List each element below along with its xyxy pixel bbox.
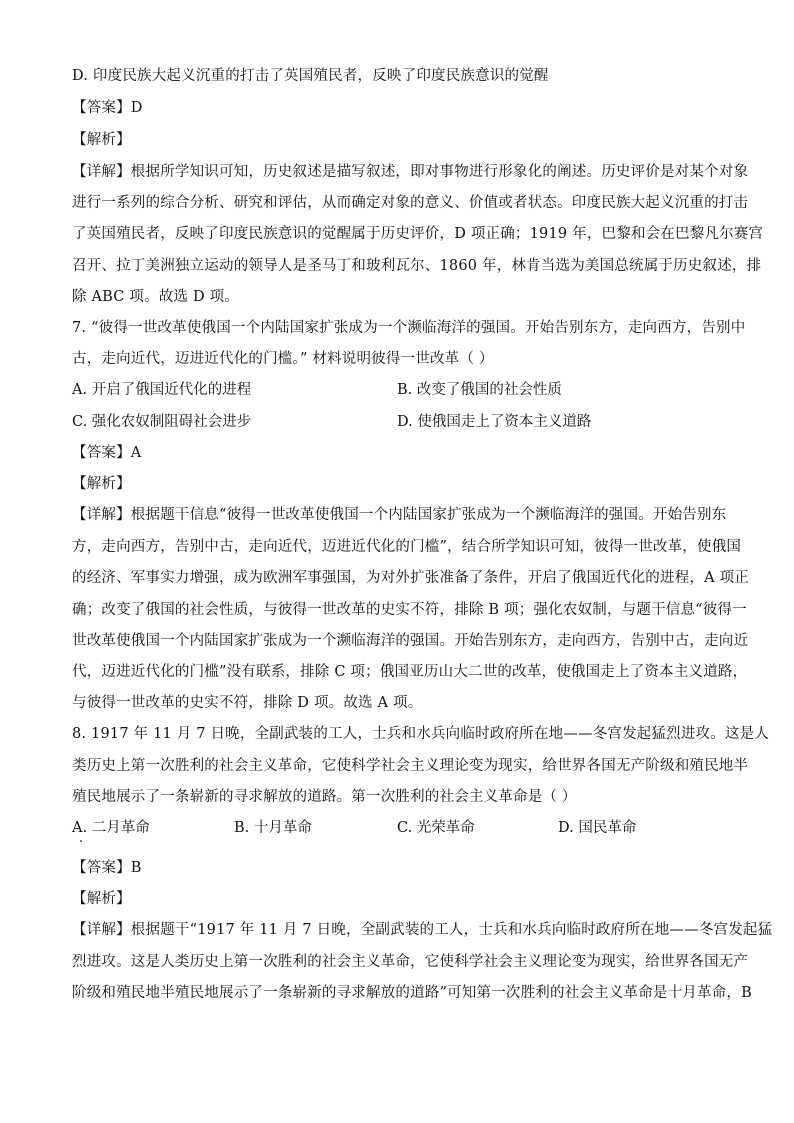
q7-detail-line: 方，走向西方，告别中古，走向近代，迈进近代化的门槛”，结合所学知识可知，彼得一世改革，使俄国 — [72, 539, 742, 555]
q6-detail-line: 除 ABC 项。故选 D 项。 — [72, 289, 240, 305]
q7-detail-line: 确；改变了俄国的社会性质，与彼得一世改革的史实不符，排除 B 项；强化农奴制，与题干信息“彼得一 — [72, 602, 747, 618]
q7-analysis-heading: 【解析】 — [72, 476, 131, 492]
q8-option-a: A. 二月革命 — [72, 820, 150, 836]
q8-stem-line: 类历史上第一次胜利的社会主义革命，它使科学社会主义理论变为现实，给世界各国无产阶级和殖民地半 — [72, 758, 749, 774]
q8-detail-line: 阶级和殖民地半殖民地展示了一条崭新的寻求解放的道路”可知第一次胜利的社会主义革命是十月革命，B — [72, 985, 752, 1001]
q7-detail-line: 的经济、军事实力增强，成为欧洲军事强国，为对外扩张准备了条件，开启了俄国近代化的进程，A 项正 — [72, 570, 749, 586]
q7-stem-line: 古，走向近代，迈进近代化的门槛。” 材料说明彼得一世改革（ ） — [72, 351, 494, 367]
q7-stem-line: 7. “彼得一世改革使俄国一个内陆国家扩张成为一个濒临海洋的强国。开始告别东方，走向西方，告别中 — [72, 320, 746, 336]
q8-stem-line: 殖民地展示了一条崭新的寻求解放的道路。第一次胜利的社会主义革命是（ ） — [72, 789, 577, 805]
q6-option-d: D. 印度民族大起义沉重的打击了英国殖民者，反映了印度民族意识的觉醒 — [72, 68, 549, 84]
q6-detail-line: 进行一系列的综合分析、研究和评估，从而确定对象的意义、价值或者状态。印度民族大起义沉重的打击 — [72, 195, 749, 211]
q8-option-c: C. 光荣革命 — [397, 820, 475, 836]
q7-detail-line: 代，迈进近代化的门槛”没有联系，排除 C 项；俄国亚历山大二世的改革，使俄国走上了资本主义道路， — [72, 664, 748, 680]
stray-dot — [80, 840, 82, 842]
q8-stem-line: 8. 1917 年 11 月 7 日晚，全副武装的工人，士兵和水兵向临时政府所在地——冬宫发起猛烈进攻。这是人 — [72, 726, 770, 742]
q7-answer: 【答案】A — [72, 445, 142, 461]
q7-option-d: D. 使俄国走上了资本主义道路 — [397, 414, 592, 430]
q8-answer: 【答案】B — [72, 860, 142, 876]
q7-detail-line: 【详解】根据题干信息“彼得一世改革使俄国一个内陆国家扩张成为一个濒临海洋的强国。开始告别东 — [72, 507, 727, 523]
q8-detail-line: 【详解】根据题干“1917 年 11 月 7 日晚，全副武装的工人，士兵和水兵向临时政府所在地——冬宫发起猛 — [72, 922, 773, 938]
q7-option-a: A. 开启了俄国近代化的进程 — [72, 382, 252, 398]
q7-detail-line: 与彼得一世改革的史实不符，排除 D 项。故选 A 项。 — [72, 695, 423, 711]
q8-option-d: D. 国民革命 — [558, 820, 637, 836]
q8-detail-line: 烈进攻。这是人类历史上第一次胜利的社会主义革命，它使科学社会主义理论变为现实，给世界各国无产 — [72, 954, 749, 970]
q8-analysis-heading: 【解析】 — [72, 891, 131, 907]
q6-detail-line: 了英国殖民者，反映了印度民族意识的觉醒属于历史评价，D 项正确；1919 年，巴黎和会在巴黎凡尔赛宫 — [72, 226, 764, 242]
q6-analysis-heading: 【解析】 — [72, 132, 131, 148]
q6-answer: 【答案】D — [72, 100, 143, 116]
q6-detail-line: 【详解】根据所学知识可知，历史叙述是描写叙述，即对事物进行形象化的阐述。历史评价是对某个对象 — [72, 164, 749, 180]
q7-option-c: C. 强化农奴制阻碍社会进步 — [72, 414, 252, 430]
q7-detail-line: 世改革使俄国一个内陆国家扩张成为一个濒临海洋的强国。开始告别东方，走向西方，告别中古，走向近 — [72, 633, 749, 649]
q7-option-b: B. 改变了俄国的社会性质 — [397, 382, 562, 398]
q6-detail-line: 召开、拉丁美洲独立运动的领导人是圣马丁和玻利瓦尔、1860 年，林肯当选为美国总统属于历史叙述，排 — [72, 258, 762, 274]
q8-option-b: B. 十月革命 — [234, 820, 312, 836]
